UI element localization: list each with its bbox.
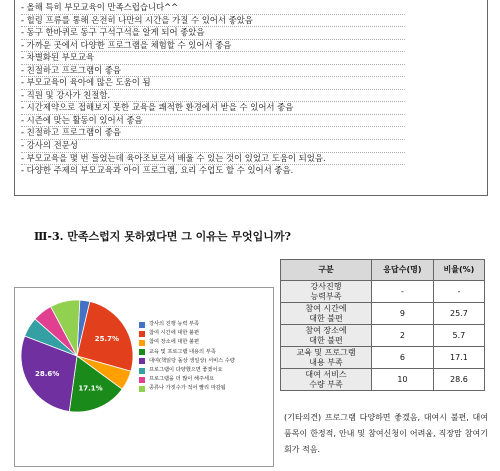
legend-item	[139, 384, 235, 393]
legend-label: 프로그램을 더 많이 해주세요	[149, 376, 215, 383]
legend-item	[139, 357, 235, 366]
chart-legend	[139, 320, 235, 394]
legend-label: 교육 및 프로그램 내용의 부족	[149, 348, 216, 355]
opinion-item: - 가까운 곳에서 다양한 프로그램을 체험할 수 있어서 좋음	[21, 40, 405, 53]
pie-chart-panel	[14, 287, 274, 467]
percent-cell: 28.6	[433, 369, 484, 391]
legend-swatch	[139, 331, 145, 337]
category-cell: 참여 장소에 대한 불편	[281, 325, 372, 347]
count-cell: 10	[372, 369, 434, 391]
count-cell: 6	[372, 347, 434, 369]
section-title: Ⅲ-3. 만족스럽지 못하였다면 그 이유는 무엇입니까?	[34, 230, 291, 243]
opinion-item: - 친절하고 프로그램이 좋음	[21, 127, 405, 140]
opinions-list	[21, 2, 405, 177]
column-header: 비율(%)	[433, 260, 484, 281]
legend-label: 프로그램이 다양했으면 좋겠어요	[149, 366, 223, 373]
legend-item	[139, 320, 235, 329]
table-row	[281, 325, 485, 347]
category-cell: 강사진행 능력부족	[281, 281, 372, 303]
table-header-row	[281, 260, 485, 281]
opinion-item: - 동구 한바퀴로 동구 구석구석을 알게 되어 좋았음	[21, 27, 405, 40]
opinion-item: - 차별화된 부모교육	[21, 52, 405, 65]
legend-item	[139, 366, 235, 375]
legend-swatch	[139, 349, 145, 355]
legend-swatch	[139, 386, 145, 392]
opinion-item: - 친절하고 프로그램이 좋음	[21, 65, 405, 78]
legend-label: 강사의 진행 능력 부족	[149, 321, 200, 327]
legend-label: 종류나 가짓수가 적어 빨리 마감됨	[149, 385, 226, 392]
opinions-box	[14, 0, 488, 196]
column-header: 구분	[281, 260, 372, 281]
category-cell: 교육 및 프로그램 내용 부족	[281, 347, 372, 369]
results-table	[280, 259, 485, 391]
table-row	[281, 281, 485, 303]
percent-cell: 5.7	[433, 325, 484, 347]
pie-chart	[17, 296, 137, 416]
legend-swatch	[139, 368, 145, 374]
legend-swatch	[139, 358, 145, 364]
table-row	[281, 303, 485, 325]
opinion-item: - 강사의 전문성	[21, 140, 405, 153]
table-row	[281, 369, 485, 391]
percent-cell: 17.1	[433, 347, 484, 369]
opinion-item: - 부모교육이 육아에 많은 도움이 됨	[21, 77, 405, 90]
column-header: 응답수(명)	[372, 260, 434, 281]
opinion-item: - 힐링 프류를 통해 온전히 나만의 시간을 가질 수 있어서 좋았음	[21, 15, 405, 28]
legend-item	[139, 348, 235, 357]
legend-swatch	[139, 377, 145, 383]
count-cell: 2	[372, 325, 434, 347]
legend-label: 참여 장소에 대한 불편	[149, 339, 200, 346]
legend-item	[139, 329, 235, 338]
legend-label: 대여(책읽당 돌상 생일상) 서비스 수량	[149, 357, 235, 364]
legend-swatch	[139, 322, 145, 328]
opinion-item: - 부모교육을 몇 번 들었는데 육아조보로서 배울 수 있는 것이 있었고 도움이 되었음.	[21, 153, 405, 166]
opinion-item: - 시즌에 맞는 활동이 있어서 좋음	[21, 115, 405, 128]
other-opinions-note: (기타의견) 프로그램 다양하면 좋겠음, 대여시 불편, 대여품목이 한정적, 안내 및 참여신청이 어려움, 직장맘 참여기회가 적음.	[284, 413, 488, 454]
opinion-item: - 시간제약으로 접해보지 못한 교육을 쾌적한 환경에서 받을 수 있어서 좋음	[21, 102, 405, 115]
opinion-item: - 올해 특히 부모교육이 만족스럽습니다^^	[21, 2, 405, 15]
category-cell: 대여 서비스 수량 부족	[281, 369, 372, 391]
category-cell: 참여 시간에 대한 불편	[281, 303, 372, 325]
legend-label: 참여 시간에 대한 불편	[149, 330, 200, 337]
table-row	[281, 347, 485, 369]
percent-cell: 25.7	[433, 303, 484, 325]
legend-item	[139, 375, 235, 384]
pie-data-label: 25.7%	[94, 334, 120, 343]
legend-item	[139, 338, 235, 347]
count-cell: 9	[372, 303, 434, 325]
opinion-item: - 직원 및 강사가 친절함.	[21, 90, 405, 103]
legend-swatch	[139, 340, 145, 346]
count-cell: -	[372, 281, 434, 303]
pie-data-label: 17.1%	[78, 384, 103, 393]
pie-data-label: 28.6%	[34, 370, 60, 379]
opinion-item: - 다양한 주제의 부모교육과 아이 프로그램, 요리 수업도 할 수 있어서 좋음.	[21, 165, 294, 176]
percent-cell: -	[433, 281, 484, 303]
